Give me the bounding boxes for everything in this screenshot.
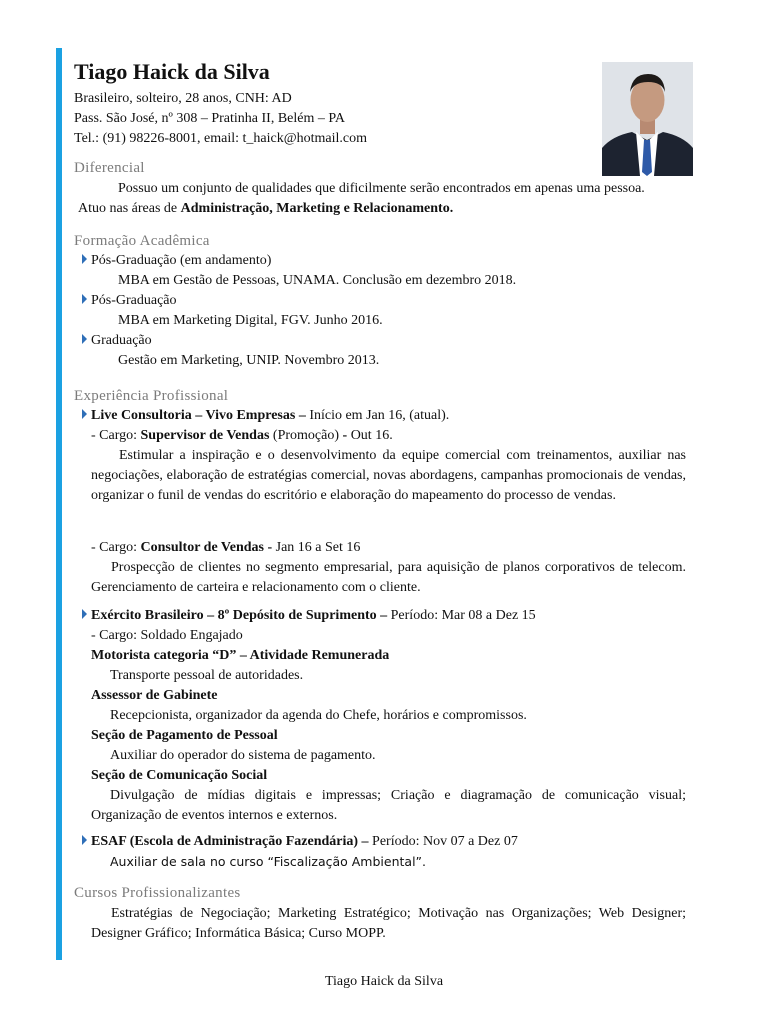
address: Pass. São José, nº 308 – Pratinha II, Belém – PA	[74, 111, 345, 126]
cargo1-title: Supervisor de Vendas	[140, 428, 270, 443]
section-title-experiencia: Experiência Profissional	[74, 388, 229, 404]
role-desc: Divulgação de mídias digitais e impressas; Criação e diagramação de comunicação visual; Organização de eventos internos e externos.	[91, 788, 686, 823]
section-title-formacao: Formação Acadêmica	[74, 233, 210, 249]
cargo2-title: Consultor de Vendas -	[140, 540, 273, 555]
live-cargo1	[74, 426, 686, 446]
live-header	[74, 406, 686, 426]
formacao-detail: MBA em Marketing Digital, FGV. Junho 2016.	[118, 313, 383, 328]
diferencial-line2-prefix: Atuo nas áreas de	[78, 201, 181, 216]
personal-info: Brasileiro, solteiro, 28 anos, CNH: AD	[74, 91, 292, 106]
role-title	[91, 646, 686, 666]
role-title	[91, 686, 686, 706]
role-title-text: Seção de Pagamento de Pessoal	[91, 728, 278, 743]
cargo1-mid: (Promoção)	[269, 428, 343, 443]
bullet-arrow-icon	[82, 609, 87, 619]
formacao-list	[74, 251, 686, 371]
role-desc: Transporte pessoal de autoridades.	[110, 668, 304, 683]
esaf-company: ESAF (Escola de Administração Fazendária) –	[91, 834, 369, 849]
live-desc1: Estimular a inspiração e o desenvolvimento da equipe comercial com treinamentos, auxiliar nas negociações, elaboração de estratégias comercial, novas abordagens, campanhas promocionais de vendas, organizar o funil de vendas do escritório e elaboração do mapeamento do processo de vendas.	[91, 448, 686, 503]
cargo1-date: Out 16.	[347, 428, 393, 443]
formacao-label: Pós-Graduação	[91, 293, 177, 308]
role-title-text: Seção de Comunicação Social	[91, 768, 268, 783]
formacao-detail: Gestão em Marketing, UNIP. Novembro 2013.	[118, 353, 380, 368]
diferencial-text	[74, 179, 686, 219]
cargo1-dash: -	[342, 428, 348, 443]
formacao-label: Pós-Graduação (em andamento)	[91, 253, 272, 268]
role-title	[91, 726, 686, 746]
formacao-item	[74, 331, 686, 351]
bullet-arrow-icon	[82, 835, 87, 845]
cargo-prefix: - Cargo:	[91, 540, 141, 555]
exercito-cargo: - Cargo: Soldado Engajado	[91, 628, 243, 643]
experiencia-live-2	[74, 538, 686, 598]
diferencial-line2	[74, 199, 686, 219]
section-title-diferencial: Diferencial	[74, 160, 145, 176]
esaf-period: Período: Nov 07 a Dez 07	[368, 834, 518, 849]
footer-name: Tiago Haick da Silva	[324, 974, 444, 989]
role-desc: Auxiliar do operador do sistema de pagamento.	[110, 748, 376, 763]
section-title-cursos: Cursos Profissionalizantes	[74, 885, 241, 901]
contact-info	[74, 89, 367, 149]
bullet-arrow-icon	[82, 409, 87, 419]
experiencia-esaf	[74, 832, 686, 872]
diferencial-areas: Administração, Marketing e Relacionamento.	[180, 201, 454, 216]
role-title-text: Assessor de Gabinete	[91, 688, 218, 703]
exercito-period: Período: Mar 08 a Dez 15	[387, 608, 536, 623]
profile-photo	[602, 62, 693, 176]
exercito-header	[74, 606, 686, 626]
esaf-header	[74, 832, 686, 852]
cargo2-date: Jan 16 a Set 16	[272, 540, 361, 555]
bullet-arrow-icon	[82, 294, 87, 304]
exercito-company: Exército Brasileiro – 8º Depósito de Suprimento –	[91, 608, 388, 623]
live-company: Live Consultoria – Vivo Empresas –	[91, 408, 306, 423]
formacao-item	[74, 291, 686, 311]
formacao-label: Graduação	[91, 333, 152, 348]
diferencial-line1: Possuo um conjunto de qualidades que dificilmente serão encontrados em apenas uma pessoa.	[118, 181, 645, 196]
role-title-text: Motorista categoria “D” – Atividade Remunerada	[91, 648, 390, 663]
live-desc2: Prospecção de clientes no segmento empresarial, para aquisição de planos corporativos de telecom. Gerenciamento de carteira e relacionamento com o cliente.	[91, 560, 686, 595]
cursos-text	[74, 904, 686, 944]
bullet-arrow-icon	[82, 254, 87, 264]
role-desc: Recepcionista, organizador da agenda do Chefe, horários e compromissos.	[110, 708, 527, 723]
exercito-roles	[74, 646, 686, 826]
phone-email: Tel.: (91) 98226-8001, email: t_haick@hotmail.com	[74, 131, 368, 146]
live-cargo2	[91, 538, 686, 558]
experiencia-exercito	[74, 606, 686, 826]
experiencia-live	[74, 406, 686, 506]
bullet-arrow-icon	[82, 334, 87, 344]
left-accent-bar	[56, 48, 62, 960]
cargo-prefix: - Cargo:	[91, 428, 141, 443]
cursos-list: Estratégias de Negociação; Marketing Estratégico; Motivação nas Organizações; Web Designer; Designer Gráfico; Informática Básica; Curso MOPP.	[91, 906, 686, 941]
esaf-desc: Auxiliar de sala no curso “Fiscalização Ambiental”.	[110, 854, 426, 869]
formacao-detail: MBA em Gestão de Pessoas, UNAMA. Conclusão em dezembro 2018.	[118, 273, 517, 288]
candidate-name: Tiago Haick da Silva	[74, 59, 270, 84]
profile-photo-portrait	[602, 62, 693, 176]
formacao-item	[74, 251, 686, 271]
live-period: Início em Jan 16, (atual).	[305, 408, 450, 423]
role-title	[91, 766, 686, 786]
